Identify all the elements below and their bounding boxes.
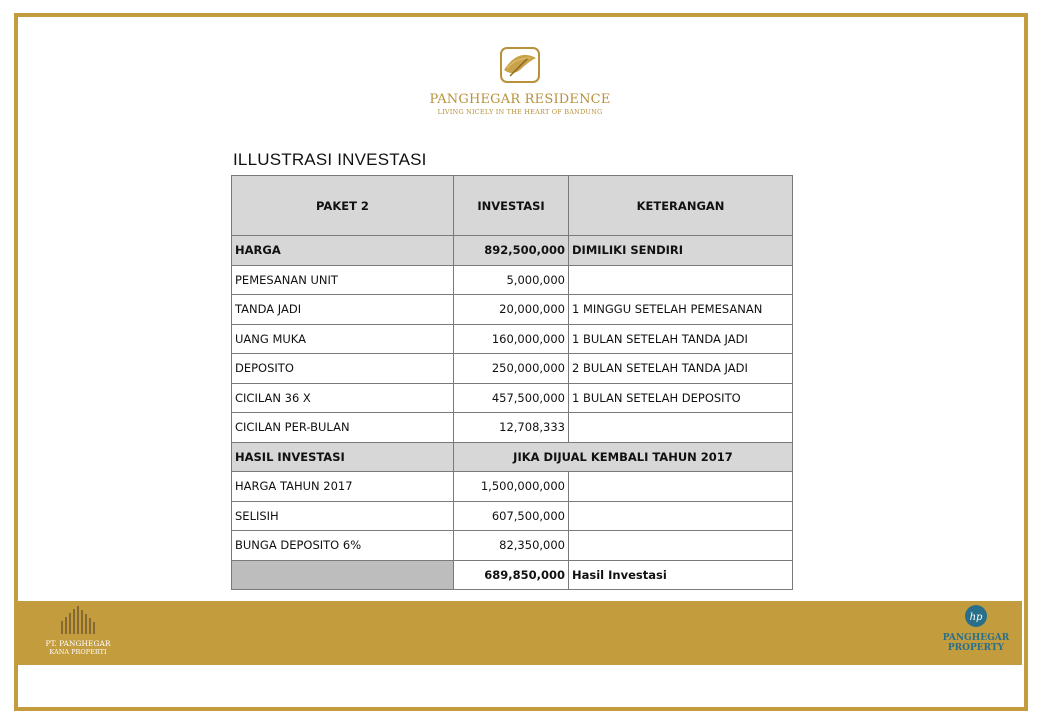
footer-left-line2: KANA PROPERTI xyxy=(49,648,107,656)
buildings-logo-icon xyxy=(48,603,108,635)
row-value: 82,350,000 xyxy=(454,531,569,561)
brand-tagline: LIVING NICELY IN THE HEART OF BANDUNG xyxy=(437,108,603,116)
table-row xyxy=(232,324,793,354)
row-value: 1,500,000,000 xyxy=(454,472,569,502)
row-note: 1 MINGGU SETELAH PEMESANAN xyxy=(569,295,793,325)
table-row xyxy=(232,295,793,325)
table-row xyxy=(232,236,793,266)
row-label: HARGA xyxy=(232,236,454,266)
column-header: INVESTASI xyxy=(454,176,569,236)
header-logo xyxy=(420,46,620,116)
row-label: PEMESANAN UNIT xyxy=(232,265,454,295)
footer-right-line1: PANGHEGAR xyxy=(942,633,1010,643)
row-value: 250,000,000 xyxy=(454,354,569,384)
row-label: HARGA TAHUN 2017 xyxy=(232,472,454,502)
hp-globe-logo-icon xyxy=(963,603,989,629)
row-value: 20,000,000 xyxy=(454,295,569,325)
table-row xyxy=(232,501,793,531)
row-note xyxy=(569,501,793,531)
svg-text:hp: hp xyxy=(969,612,983,623)
page-title: ILLUSTRASI INVESTASI xyxy=(233,150,427,169)
footer-band xyxy=(18,601,1022,665)
footer-logo-right xyxy=(930,603,1022,653)
row-note: DIMILIKI SENDIRI xyxy=(569,236,793,266)
brand-name: PANGHEGAR RESIDENCE xyxy=(429,92,611,107)
row-note xyxy=(569,265,793,295)
footer-right-line2: PROPERTY xyxy=(947,643,1005,653)
row-note: 2 BULAN SETELAH TANDA JADI xyxy=(569,354,793,384)
row-value: 5,000,000 xyxy=(454,265,569,295)
umbrella-logo-icon xyxy=(498,46,542,86)
row-note: 1 BULAN SETELAH DEPOSITO xyxy=(569,383,793,413)
total-value: 689,850,000 xyxy=(454,560,569,590)
table-row xyxy=(232,413,793,443)
table-row xyxy=(232,472,793,502)
column-header: PAKET 2 xyxy=(232,176,454,236)
row-note xyxy=(569,472,793,502)
row-value: 607,500,000 xyxy=(454,501,569,531)
table-row xyxy=(232,265,793,295)
row-label: DEPOSITO xyxy=(232,354,454,384)
row-note xyxy=(569,531,793,561)
row-label: UANG MUKA xyxy=(232,324,454,354)
table-row xyxy=(232,354,793,384)
row-note xyxy=(569,413,793,443)
table-section-row xyxy=(232,442,793,472)
table-row xyxy=(232,531,793,561)
row-label: BUNGA DEPOSITO 6% xyxy=(232,531,454,561)
table-header-row xyxy=(232,176,793,236)
footer-logo-left xyxy=(28,603,128,656)
row-label: CICILAN PER-BULAN xyxy=(232,413,454,443)
row-value: 160,000,000 xyxy=(454,324,569,354)
row-label: TANDA JADI xyxy=(232,295,454,325)
row-label: SELISIH xyxy=(232,501,454,531)
total-note: Hasil Investasi xyxy=(569,560,793,590)
column-header: KETERANGAN xyxy=(569,176,793,236)
row-label: HASIL INVESTASI xyxy=(232,442,454,472)
row-note: 1 BULAN SETELAH TANDA JADI xyxy=(569,324,793,354)
section-note: JIKA DIJUAL KEMBALI TAHUN 2017 xyxy=(454,442,793,472)
table-total-row xyxy=(232,560,793,590)
row-value: 892,500,000 xyxy=(454,236,569,266)
row-label: CICILAN 36 X xyxy=(232,383,454,413)
row-value: 12,708,333 xyxy=(454,413,569,443)
footer-left-line1: PT. PANGHEGAR xyxy=(45,639,111,648)
investment-table xyxy=(231,175,793,590)
row-label xyxy=(232,560,454,590)
table-row xyxy=(232,383,793,413)
row-value: 457,500,000 xyxy=(454,383,569,413)
